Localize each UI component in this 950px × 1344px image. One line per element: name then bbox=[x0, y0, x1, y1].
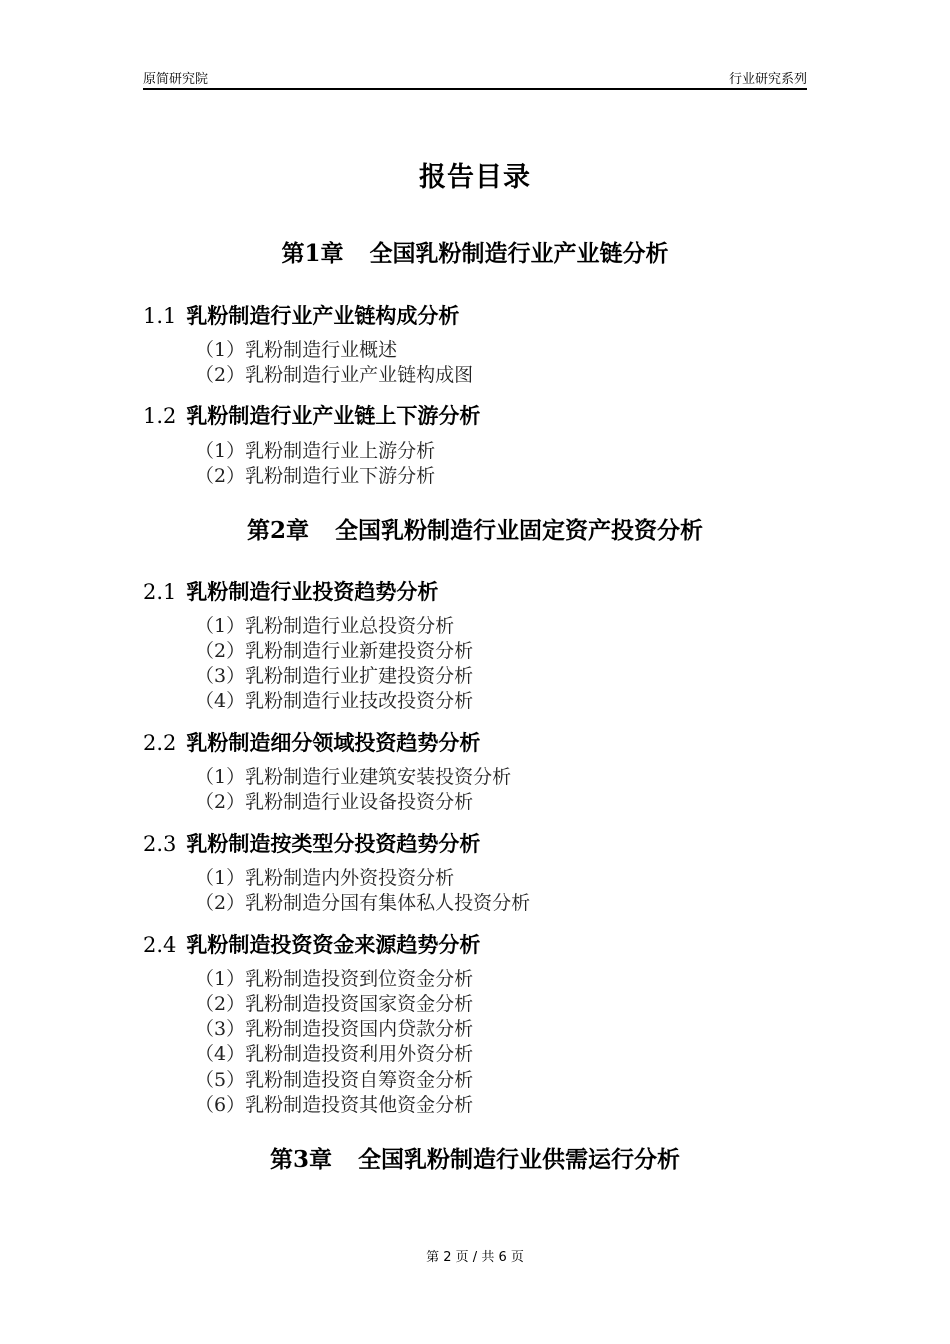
toc-item: （6）乳粉制造投资其他资金分析 bbox=[195, 1094, 474, 1116]
toc-item: （4）乳粉制造投资利用外资分析 bbox=[195, 1043, 474, 1065]
chapter-heading bbox=[0, 512, 950, 545]
section-number: 2.1 bbox=[143, 580, 177, 604]
page-title: 报告目录 bbox=[419, 162, 531, 193]
toc-item: （2）乳粉制造行业新建投资分析 bbox=[195, 640, 474, 662]
chapter-title: 全国乳粉制造行业固定资产投资分析 bbox=[335, 517, 703, 544]
section-heading bbox=[143, 828, 480, 858]
page-header bbox=[143, 68, 807, 88]
header-org-name: 原简研究院 bbox=[143, 72, 209, 87]
toc-item: （1）乳粉制造行业建筑安装投资分析 bbox=[195, 766, 512, 788]
chapter-heading bbox=[0, 235, 950, 268]
section-title: 乳粉制造按类型分投资趋势分析 bbox=[186, 831, 481, 856]
toc-item: （4）乳粉制造行业技改投资分析 bbox=[195, 690, 474, 712]
section-number: 2.4 bbox=[143, 933, 177, 957]
chapter-number: 第2章 bbox=[246, 517, 309, 544]
section-title: 乳粉制造细分领域投资趋势分析 bbox=[186, 730, 481, 755]
toc-item: （2）乳粉制造行业产业链构成图 bbox=[195, 364, 474, 386]
toc-item: （3）乳粉制造行业扩建投资分析 bbox=[195, 665, 474, 687]
chapter-title: 全国乳粉制造行业供需运行分析 bbox=[358, 1146, 680, 1173]
section-heading bbox=[143, 929, 480, 959]
section-heading bbox=[143, 300, 459, 330]
header-divider bbox=[143, 88, 807, 90]
chapter-title: 全国乳粉制造行业产业链分析 bbox=[369, 240, 669, 267]
chapter-heading bbox=[0, 1141, 950, 1174]
section-heading bbox=[143, 400, 480, 430]
chapter-number: 第1章 bbox=[281, 240, 344, 267]
section-title: 乳粉制造投资资金来源趋势分析 bbox=[186, 932, 481, 957]
toc-item: （2）乳粉制造行业下游分析 bbox=[195, 465, 436, 487]
toc-item: （1）乳粉制造内外资投资分析 bbox=[195, 867, 455, 889]
header-series-name: 行业研究系列 bbox=[728, 72, 807, 87]
section-title: 乳粉制造行业产业链上下游分析 bbox=[186, 403, 481, 428]
chapter-number: 第3章 bbox=[269, 1146, 332, 1173]
section-title: 乳粉制造行业投资趋势分析 bbox=[186, 579, 439, 604]
toc-item: （1）乳粉制造行业总投资分析 bbox=[195, 615, 455, 637]
toc-item: （2）乳粉制造投资国家资金分析 bbox=[195, 993, 474, 1015]
section-number: 1.2 bbox=[143, 404, 177, 428]
toc-item: （1）乳粉制造行业上游分析 bbox=[195, 440, 436, 462]
section-title: 乳粉制造行业产业链构成分析 bbox=[186, 303, 460, 328]
toc-item: （2）乳粉制造行业设备投资分析 bbox=[195, 791, 474, 813]
toc-item: （1）乳粉制造投资到位资金分析 bbox=[195, 968, 474, 990]
toc-item: （1）乳粉制造行业概述 bbox=[195, 339, 398, 361]
toc-item: （3）乳粉制造投资国内贷款分析 bbox=[195, 1018, 474, 1040]
section-number: 1.1 bbox=[143, 304, 177, 328]
toc-item: （5）乳粉制造投资自筹资金分析 bbox=[195, 1069, 474, 1091]
section-number: 2.3 bbox=[143, 832, 177, 856]
section-number: 2.2 bbox=[143, 731, 177, 755]
section-heading bbox=[143, 727, 480, 757]
page-number-footer: 第 2 页 / 共 6 页 bbox=[426, 1250, 524, 1265]
toc-item: （2）乳粉制造分国有集体私人投资分析 bbox=[195, 892, 531, 914]
section-heading bbox=[143, 576, 438, 606]
